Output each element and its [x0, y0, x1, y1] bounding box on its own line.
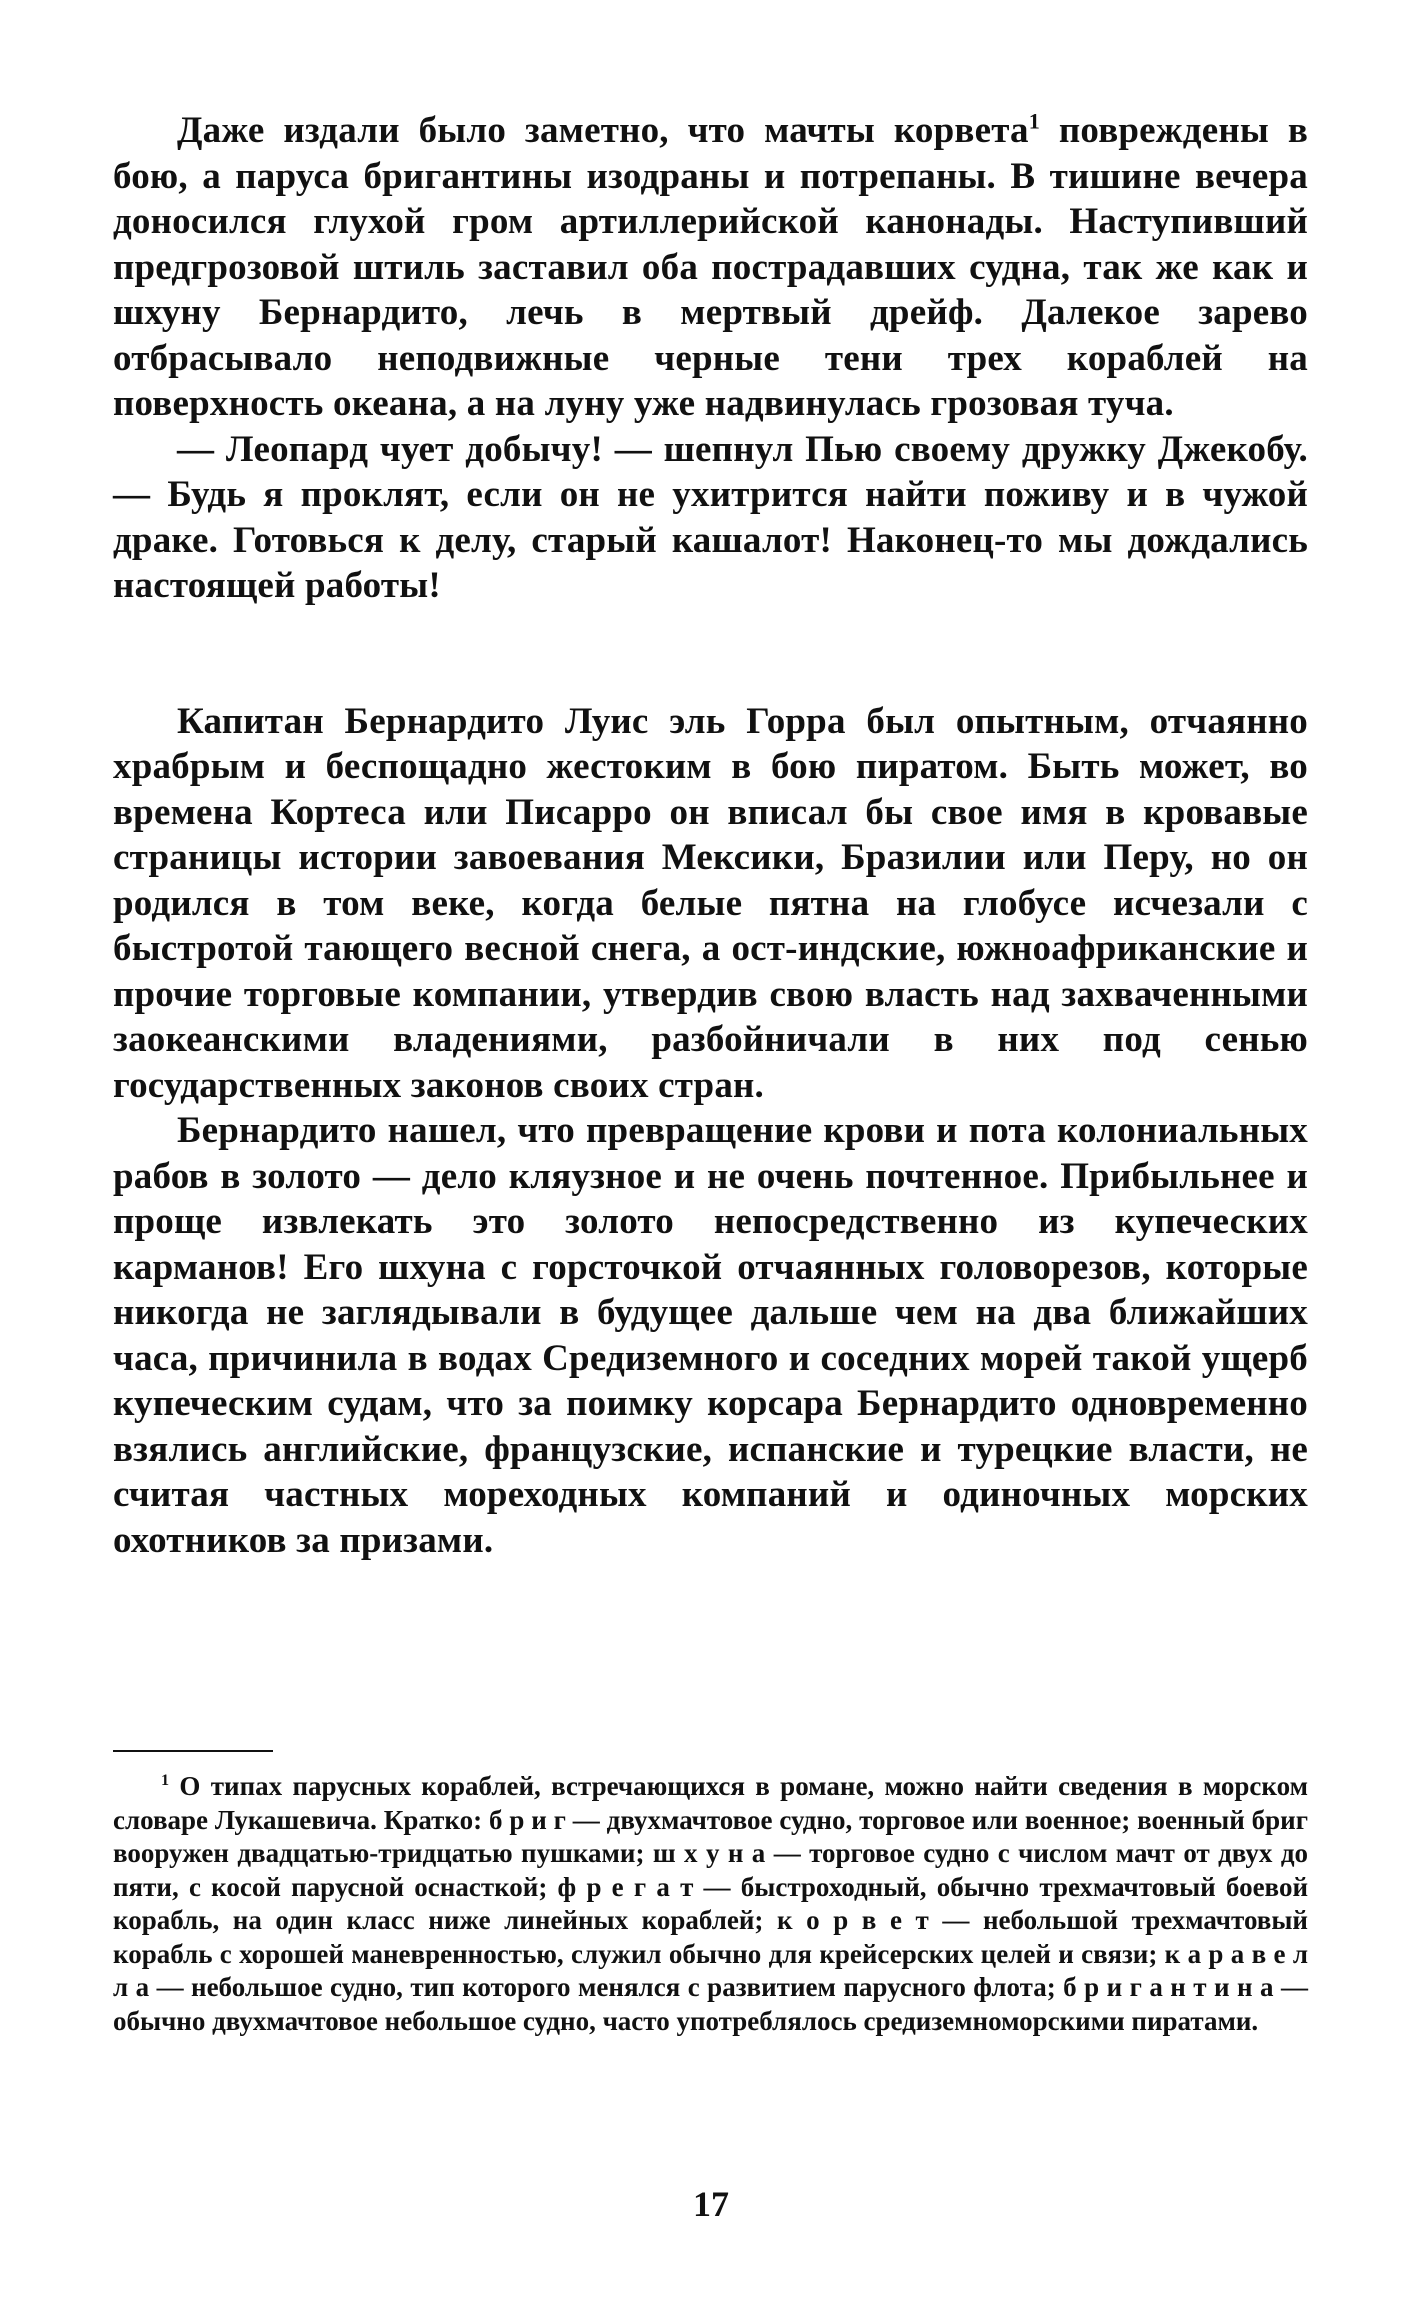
paragraph-1-rest: повреждены в бою, а паруса бригантины изодраны и потрепаны. В тишине вечера доносился глухой гром артиллерийской канонады. Наступивший предгрозовой штиль заставил оба пострадавших судна, так же как и шхуну Бернардито, лечь в мертвый дрейф. Далекое зарево отбрасывало неподвижные черные тени трех кораблей на поверхность океана, а на луну уже надвинулась грозовая туча.	[113, 110, 1308, 424]
footnote-body: О типах парусных кораблей, встречающихся в романе, можно найти сведения в морском словаре Лукашевича. Кратко: б р и г — двухмачтовое судно, торговое или военное; военный бриг вооружен двадцатью-тридцатью пушками; ш х у н а — торговое судно с числом мачт от двух до пяти, с косой парусной оснасткой; ф р е г а т — быстроходный, обычно трехмачтовый боевой корабль, на один класс ниже линейных кораблей; к о р в е т — небольшой трехмачтовый корабль с хорошей маневренностью, служил обычно для крейсерских целей и связи; к а р а в е л л а — небольшое судно, тип которого менялся с развитием парусного флота; б р и г а н т и н а — обычно двухмачтовое небольшое судно, часто употреблялось средиземноморскими пиратами.	[113, 1771, 1308, 2036]
main-text	[113, 108, 1308, 1563]
footnote-reference: 1	[1028, 108, 1041, 134]
footnote-paragraph	[113, 1770, 1308, 2038]
paragraph-3: Капитан Бернардито Луис эль Горра был опытным, отчаянно храбрым и беспощадно жестоким в бою пиратом. Быть может, во времена Кортеса или Писарро он вписал бы свое имя в кровавые страницы истории завоевания Мексики, Бразилии или Перу, но он родился в том веке, когда белые пятна на глобусе исчезали с быстротой тающего весной снега, а ост-индские, южноафриканские и прочие торговые компании, утвердив свою власть над захваченными заокеанскими владениями, разбойничали в них под сенью государственных законов своих стран.	[113, 700, 1308, 1106]
footnote	[113, 1770, 1308, 2038]
footnote-marker: 1	[161, 1771, 170, 1789]
paragraph-4: Бернардито нашел, что превращение крови и пота колониальных рабов в золото — дело кляузное и не очень почтенное. Прибыльнее и проще извлекать это золото непосредственно из купеческих карманов! Его шхуна с горсточкой отчаянных головорезов, которые никогда не заглядывали в будущее дальше чем на два ближайших часа, причинила в водах Средиземного и соседних морей такой ущерб купеческим судам, что за поимку корсара Бернардито одновременно взялись английские, французские, испанские и турецкие власти, не считая частных мореходных компаний и одиночных морских охотников за призами.	[113, 1110, 1308, 1561]
footnote-divider	[113, 1750, 273, 1752]
paragraph-1-start: Даже издали было заметно, что мачты корвета	[177, 110, 1029, 151]
section-break	[113, 609, 1308, 699]
page-number: 17	[693, 2184, 729, 2224]
paragraph-2: — Леопард чует добычу! — шепнул Пью своему дружку Джекобу. — Будь я проклят, если он не ухитрится найти поживу и в чужой драке. Готовься к делу, старый кашалот! Наконец-то мы дождались настоящей работы!	[113, 428, 1308, 606]
paragraph-1	[113, 108, 1308, 427]
